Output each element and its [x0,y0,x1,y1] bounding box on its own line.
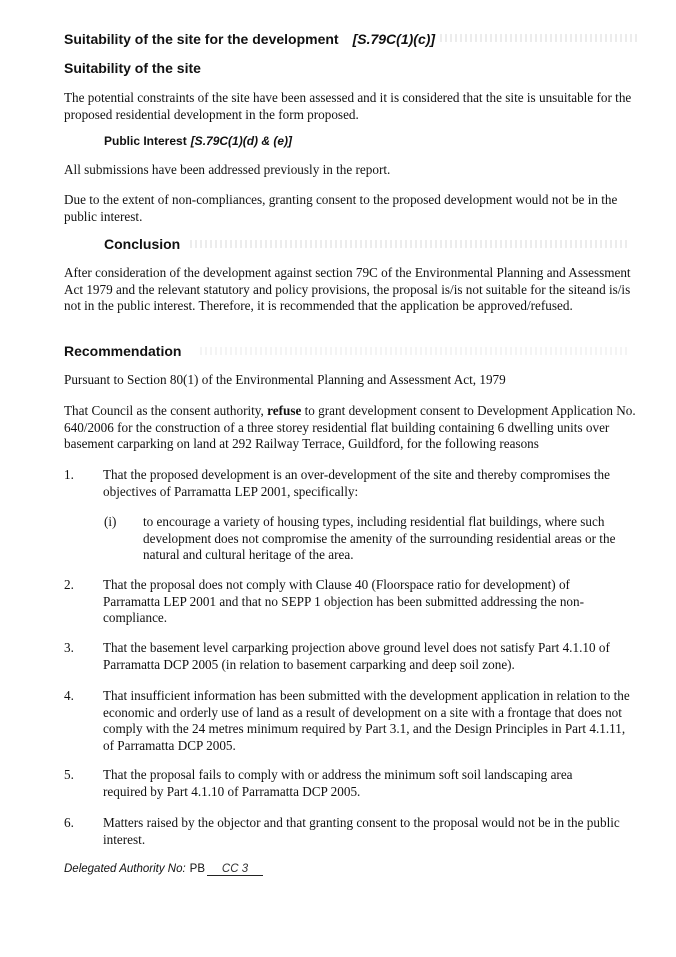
paragraph-site-constraints: The potential constraints of the site have been assessed and it is considered that the site is unsuitable for the proposed residential development in the form proposed. [64,90,632,122]
reason-text: That the proposed development is an over-development of the site and thereby compromises the objectives of Parramatta LEP 2001, specifically: [103,467,610,499]
reason-text: That the proposal fails to comply with or address the minimum soft soil landscaping area required by Part 4.1.10 of Parramatta DCP 2005. [103,767,573,799]
reason-number: 4. [64,688,74,703]
heading-text: Suitability of the site for the development [64,31,339,47]
paragraph-council [64,403,636,453]
paragraph-submissions: All submissions have been addressed previously in the report. [64,162,391,177]
scan-noise [440,34,640,42]
heading-reference: [S.79C(1)(d) & (e)] [190,134,293,148]
paragraph-non-compliance: Due to the extent of non-compliances, granting consent to the proposed development would not be in the public interest. [64,192,618,224]
reason-text: That insufficient information has been submitted with the development application in relation to the economic and orderly use of land as a result of development on a site with a frontage that does not comply with the 24 metres minimum required by Part 3.1, and the Design Principles in Part 4.1.11, of Parramatta DCP 2005. [103,688,630,753]
reason-number: 6. [64,815,74,830]
heading-text: Public Interest [104,134,187,148]
scan-noise [200,347,630,355]
delegated-authority-prefix: PB [189,863,206,875]
delegated-authority-label: Delegated Authority No: [64,863,186,875]
reason-number: 2. [64,577,74,592]
delegated-authority-footer [64,863,263,876]
handwritten-number: CC 3 [207,863,263,876]
reason-number: 3. [64,640,74,655]
paragraph-pursuant: Pursuant to Section 80(1) of the Environmental Planning and Assessment Act, 1979 [64,372,506,387]
subreason-number: (i) [104,514,117,529]
heading-public-interest [104,134,292,148]
heading-recommendation: Recommendation [64,343,182,359]
reason-text: That the basement level carparking projection above ground level does not satisfy Part 4.1.10 of Parramatta DCP 2005 (in relation to basement carparking and deep soil zone). [103,640,610,672]
council-refuse: refuse [267,403,302,418]
paragraph-conclusion: After consideration of the development against section 79C of the Environmental Planning and Assessment Act 1979 and the relevant statutory and policy provisions, the proposal is/is not suitable for the siteand is/is not in the public interest. Therefore, it is recommended that the application be approved/refused. [64,265,631,313]
reason-text: That the proposal does not comply with Clause 40 (Floorspace ratio for development) of Parramatta LEP 2001 and that no SEPP 1 objection has been submitted addressing the non-compliance. [103,577,585,625]
scan-noise [190,240,630,248]
subreason-text: to encourage a variety of housing types, including residential flat buildings, where such development does not compromise the amenity of the surrounding residential areas or the natural and cultural heritage of the area. [143,514,616,562]
reason-text: Matters raised by the objector and that granting consent to the proposal would not be in the public interest. [103,815,620,847]
reason-number: 5. [64,767,74,782]
heading-conclusion: Conclusion [104,236,181,252]
reason-number: 1. [64,467,74,482]
heading-suitability-development [64,31,435,47]
heading-reference: [S.79C(1)(c)] [352,31,436,47]
council-text-b: to grant development consent to Development Application No. 640/2006 for the construction of a three storey residential flat building containing 6 dwelling units over basement carparking on land at 292 Railway Terrace, Guildford, for the following reasons [64,403,636,451]
heading-suitability-site: Suitability of the site [64,60,201,76]
council-text-a: That Council as the consent authority, [64,403,264,418]
